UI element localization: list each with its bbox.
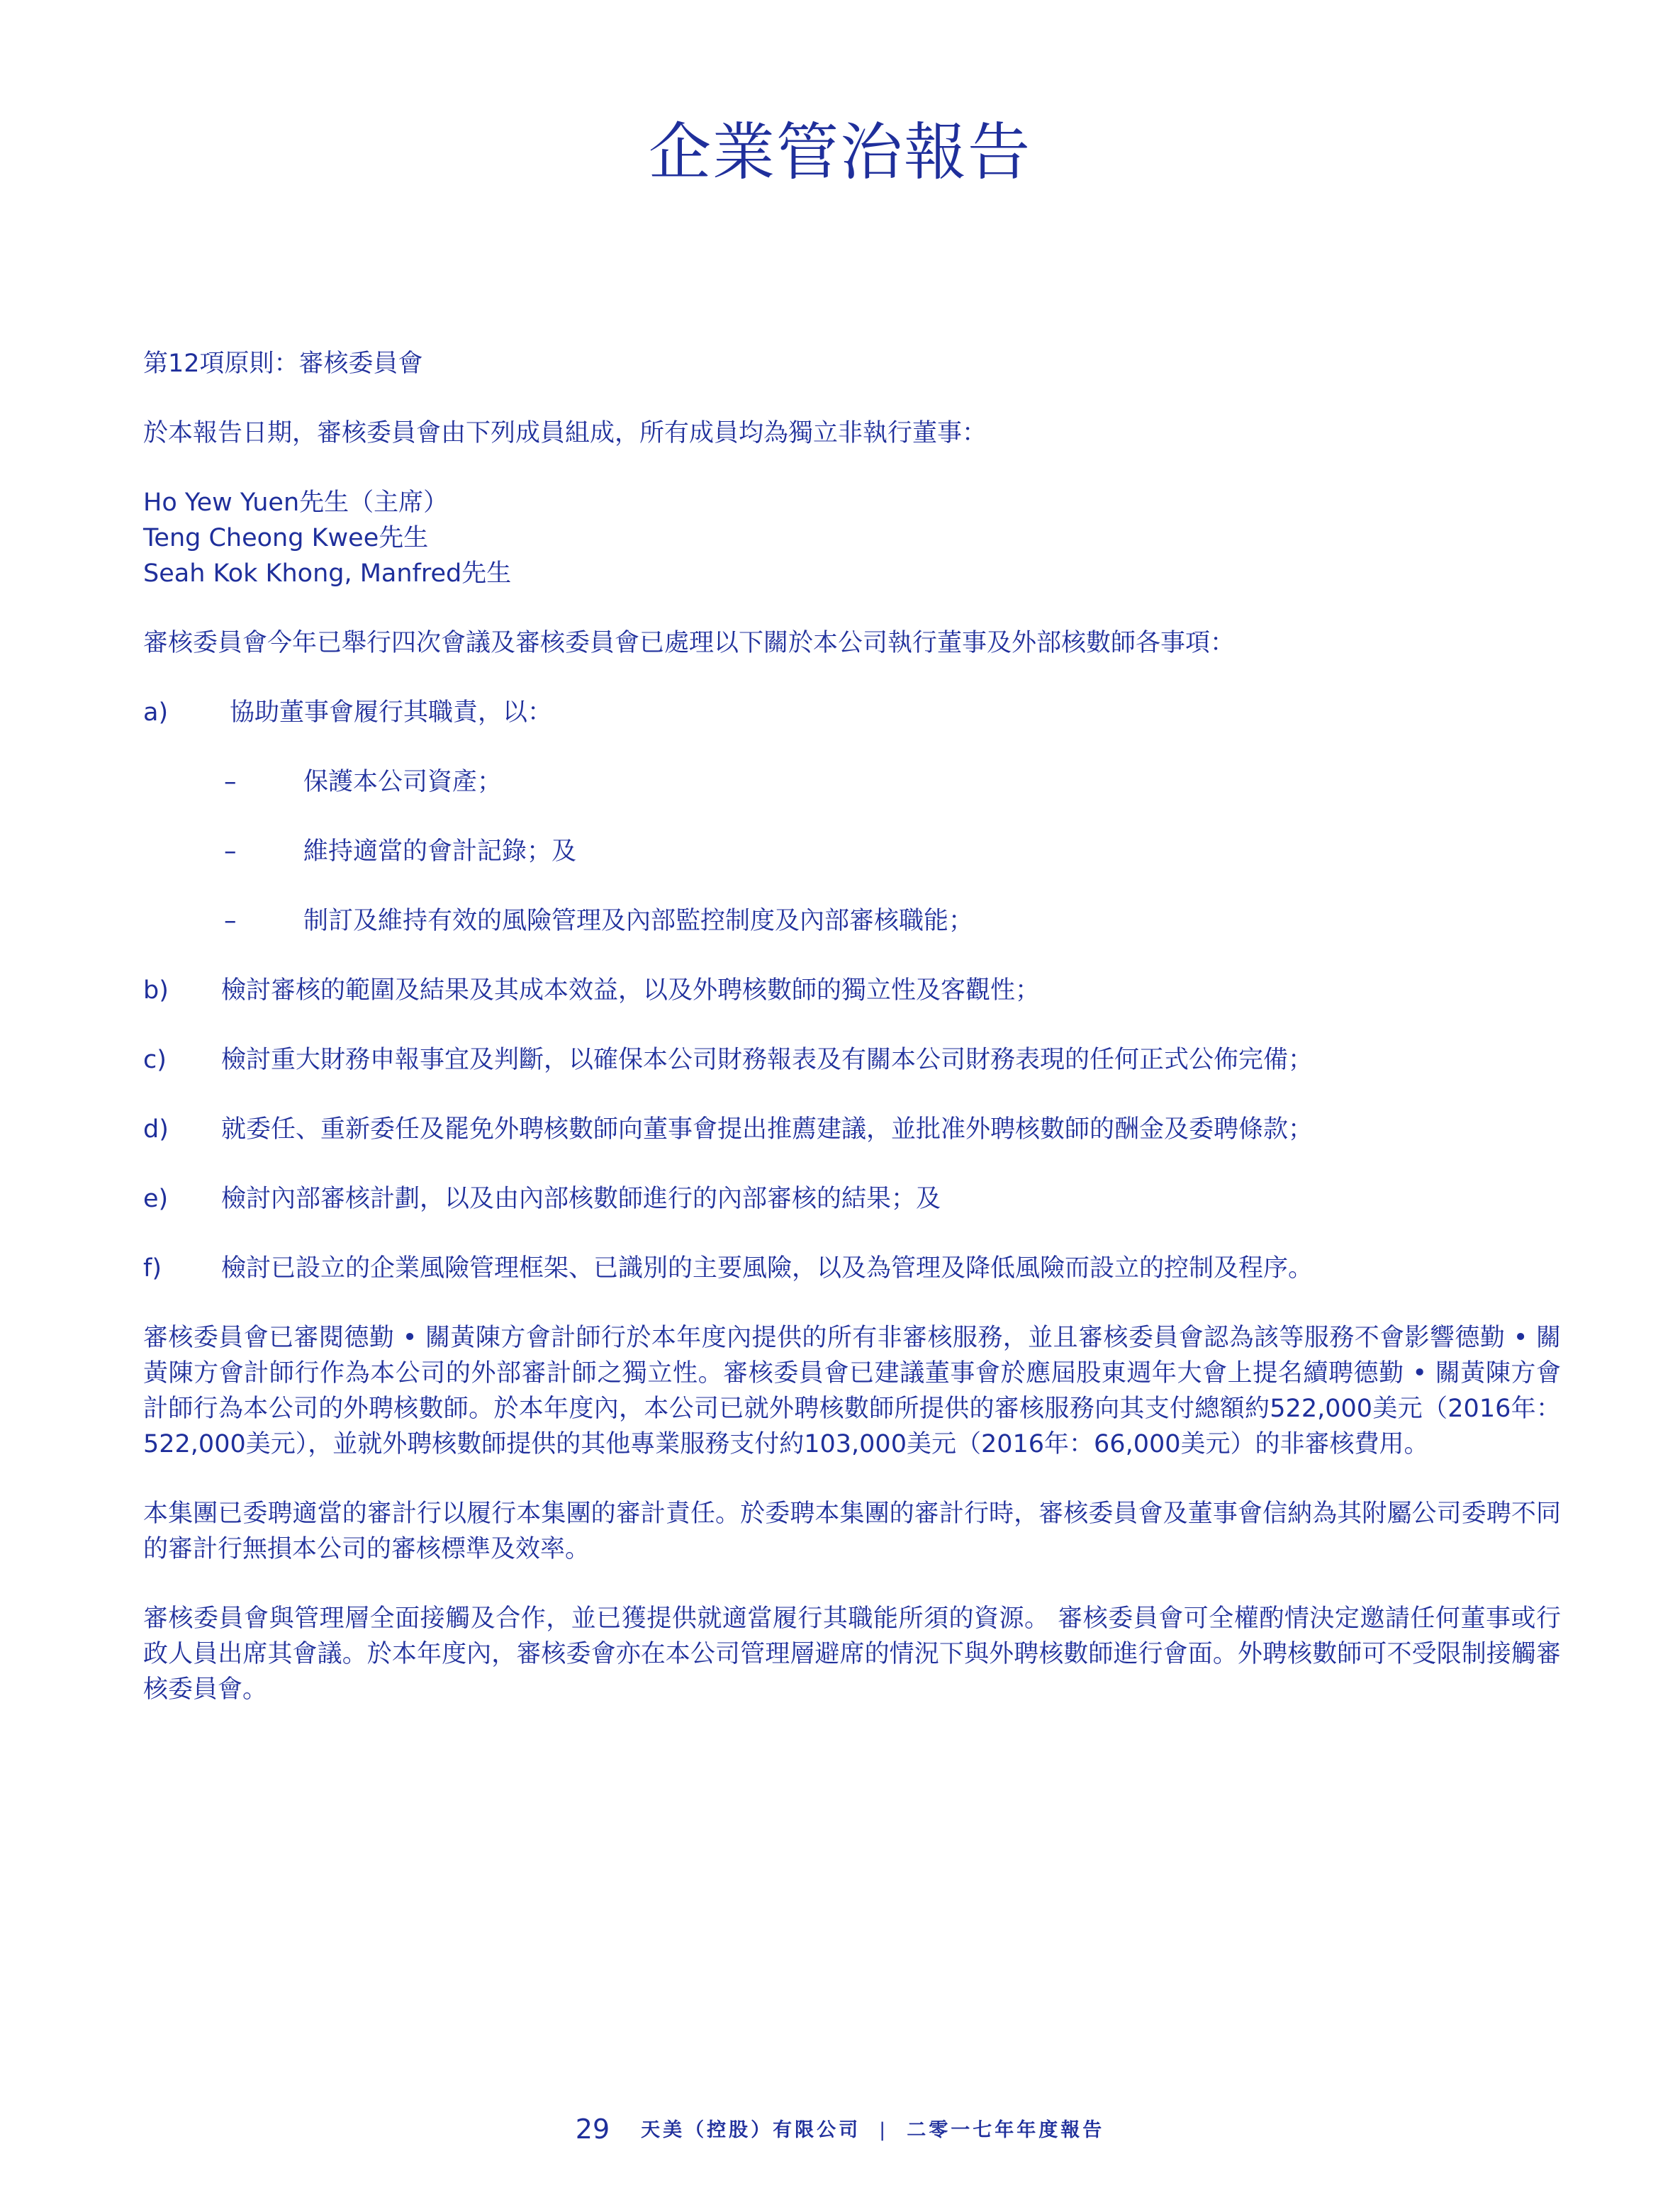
sub-list-item-text: 制訂及維持有效的風險管理及內部監控制度及內部審核職能； [303, 907, 974, 935]
list-item-b [143, 973, 1561, 1008]
dash-bullet: – [224, 907, 237, 935]
sub-list-item-text: 保護本公司資產； [303, 768, 503, 796]
dash-bullet: – [224, 837, 237, 866]
list-item-text: 檢討內部審核計劃，以及由內部核數師進行的內部審核的結果；及 [221, 1185, 941, 1213]
duties-lead-paragraph: 審核委員會今年已舉行四次會議及審核委員會已處理以下關於本公司執行董事及外部核數師各事項： [143, 629, 1236, 657]
page-title: 企業管治報告 [648, 116, 1031, 189]
list-marker: f) [143, 1254, 162, 1283]
non-audit-services-paragraph: 審核委員會已審閱德勤 • 關黃陳方會計師行於本年度內提供的所有非審核服務，並且審核委員會認為該等服務不會影響德勤 • 關黃陳方會計師行作為本公司的外部審計師之獨立性。審核委員會已建議董事會於應屆股東週年大會上提名續聘德勤 • 關黃陳方會計師行為本公司的外聘核數師。於本年度內，本公司已就外聘核數師所提供的審核服務向其支付總額約522,000美元（2016年：522,000美元），並就外聘核數師提供的其他專業服務支付約103,000美元（2016年：66,000美元）的非審核費用。 [143, 1324, 1561, 1458]
list-item-text: 檢討審核的範圍及結果及其成本效益，以及外聘核數師的獨立性及客觀性； [221, 976, 1041, 1005]
page-footer [0, 2111, 1680, 2148]
list-marker: c) [143, 1046, 167, 1074]
report-name: 二零一七年年度報告 [907, 2119, 1105, 2141]
list-marker: a) [143, 698, 169, 727]
sub-list-item [221, 903, 1561, 939]
sub-list-item-text: 維持適當的會計記錄；及 [303, 837, 577, 866]
company-name: 天美（控股）有限公司 [641, 2119, 861, 2141]
list-item-a [143, 695, 1561, 730]
intro-paragraph: 於本報告日期，審核委員會由下列成員組成，所有成員均為獨立非執行董事： [143, 419, 987, 447]
list-item-text: 檢討重大財務申報事宜及判斷，以確保本公司財務報表及有關本公司財務表現的任何正式公佈完備； [221, 1046, 1314, 1074]
page-number: 29 [575, 2114, 610, 2145]
list-item-text: 就委任、重新委任及罷免外聘核數師向董事會提出推薦建議，並批准外聘核數師的酬金及委聘條款； [221, 1115, 1314, 1144]
list-marker: e) [143, 1185, 169, 1213]
committee-member: Ho Yew Yuen先生（主席） [143, 489, 449, 517]
sub-list-item [221, 764, 1561, 800]
dash-bullet: – [224, 768, 237, 796]
list-item-c [143, 1042, 1561, 1078]
footer-separator: | [879, 2119, 889, 2141]
list-item-text: 檢討已設立的企業風險管理框架、已識別的主要風險，以及為管理及降低風險而設立的控制及程序。 [221, 1254, 1314, 1283]
list-item-e [143, 1181, 1561, 1217]
auditors-engagement-paragraph: 本集團已委聘適當的審計行以履行本集團的審計責任。於委聘本集團的審計行時，審核委員會及董事會信納為其附屬公司委聘不同的審計行無損本公司的審核標準及效率。 [143, 1500, 1561, 1563]
list-marker: b) [143, 976, 169, 1005]
list-marker: d) [143, 1115, 169, 1144]
committee-member: Teng Cheong Kwee先生 [143, 524, 429, 552]
committee-members-list [143, 485, 1561, 591]
list-item-f [143, 1251, 1561, 1286]
section-heading: 第12項原則：審核委員會 [143, 350, 423, 378]
list-item-d [143, 1112, 1561, 1147]
sub-list-item [221, 834, 1561, 869]
list-item-text: 協助董事會履行其職責，以： [230, 698, 553, 727]
report-body [143, 346, 1561, 1741]
management-access-paragraph: 審核委員會與管理層全面接觸及合作，並已獲提供就適當履行其職能所須的資源。 審核委員會可全權酌情決定邀請任何董事或行政人員出席其會議。於本年度內，審核委會亦在本公司管理層避席的情況下與外聘核數師進行會面。外聘核數師可不受限制接觸審核委員會。 [143, 1604, 1561, 1704]
committee-member: Seah Kok Khong, Manfred先生 [143, 559, 512, 588]
